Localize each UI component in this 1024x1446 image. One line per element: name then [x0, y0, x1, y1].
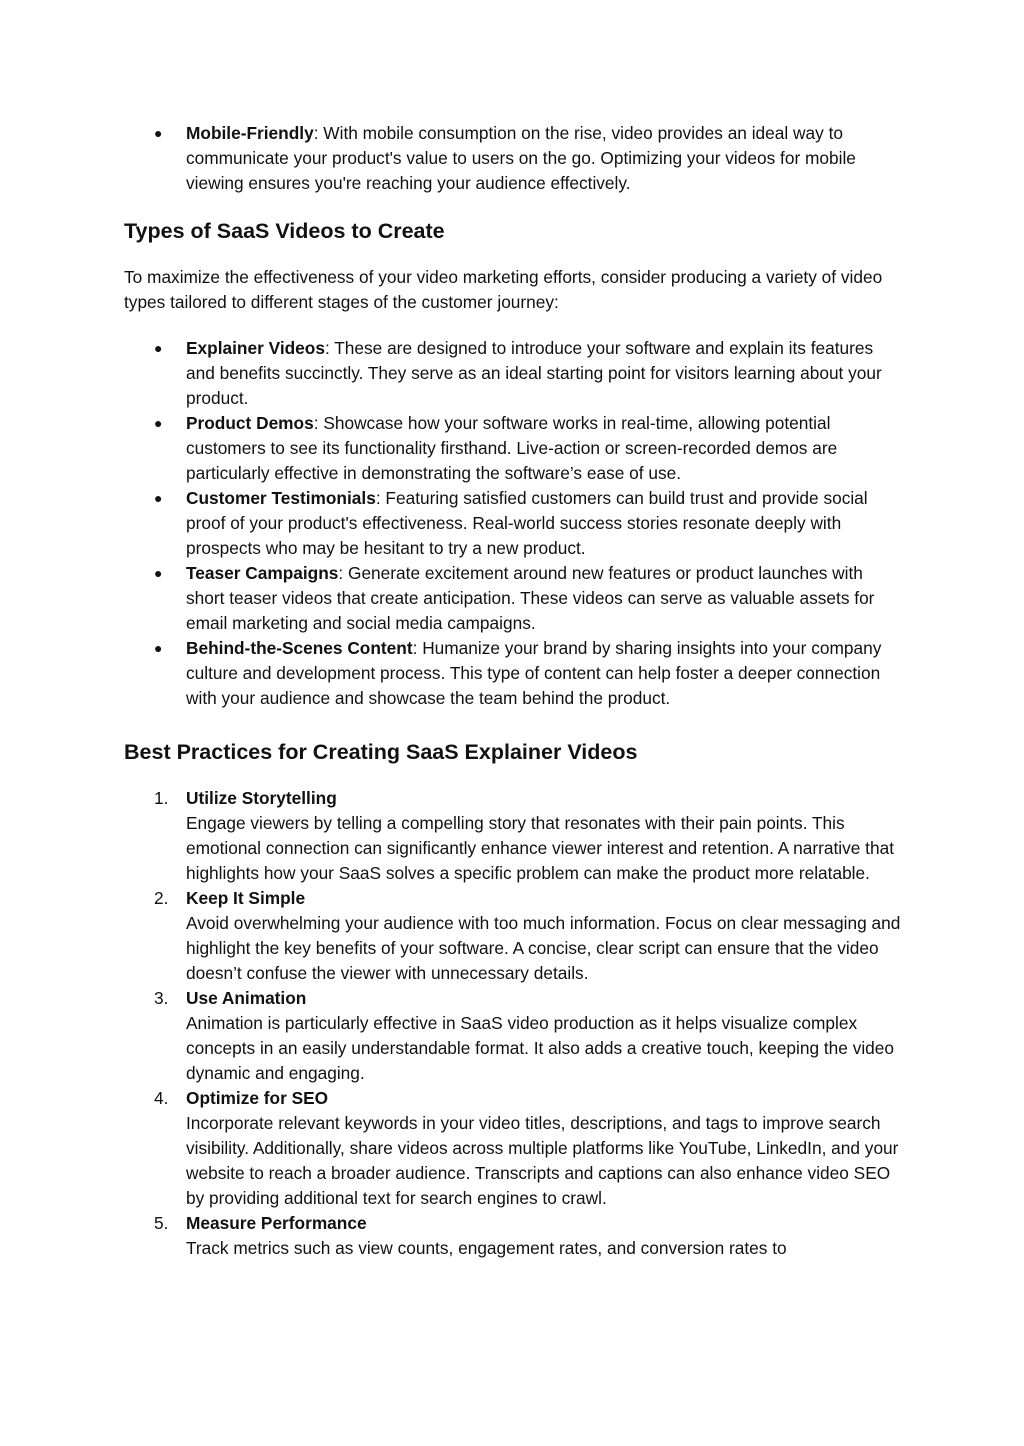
- list-number: 4.: [154, 1088, 169, 1108]
- list-item-text: Incorporate relevant keywords in your video titles, descriptions, and tags to improve search visibility. Additionally, share videos across multiple platforms like YouTube, LinkedIn, and your website to reach a broader audience. Transcripts and captions can also enhance video SEO by providing additional text for search engines to crawl.: [186, 1113, 899, 1208]
- list-number: 1.: [154, 788, 169, 808]
- list-item: [124, 121, 904, 196]
- list-item-text: Animation is particularly effective in SaaS video production as it helps visualize complex concepts in an easily understandable format. It also adds a creative touch, keeping the video dynamic and engaging.: [186, 1013, 895, 1083]
- section-intro-paragraph: To maximize the effectiveness of your video marketing efforts, consider producing a variety of video types tailored to different stages of the customer journey:: [124, 267, 883, 312]
- intro-bullet-list: [124, 121, 904, 196]
- bullet-icon: ●: [154, 340, 163, 356]
- bullet-icon: ●: [154, 640, 163, 656]
- list-item: [124, 1086, 904, 1211]
- list-item-term: Explainer Videos: [186, 338, 325, 358]
- best-practices-list: [124, 786, 904, 1261]
- list-item-term: Behind-the-Scenes Content: [186, 638, 413, 658]
- list-item-title: Use Animation: [186, 988, 307, 1008]
- list-item-title: Utilize Storytelling: [186, 788, 337, 808]
- list-item: [124, 336, 904, 411]
- list-item-term: Product Demos: [186, 413, 314, 433]
- list-item: [124, 561, 904, 636]
- bullet-icon: ●: [154, 490, 163, 506]
- list-item: [124, 486, 904, 561]
- list-item-text: Engage viewers by telling a compelling story that resonates with their pain points. This emotional connection can significantly enhance viewer interest and retention. A narrative that highlights how your SaaS solves a specific problem can make the product more relatable.: [186, 813, 894, 883]
- list-item-text: : Generate excitement around new features or product launches with short teaser videos that create anticipation. These videos can serve as valuable assets for email marketing and social media campaigns.: [186, 563, 875, 633]
- list-item-term: Teaser Campaigns: [186, 563, 339, 583]
- list-number: 3.: [154, 988, 169, 1008]
- list-item: [124, 636, 904, 711]
- list-item-term: Mobile-Friendly: [186, 123, 314, 143]
- list-item: [124, 886, 904, 986]
- section-heading-best-practices: Best Practices for Creating SaaS Explainer Videos: [124, 740, 638, 764]
- list-item-text: : Showcase how your software works in real-time, allowing potential customers to see its functionality firsthand. Live-action or screen-recorded demos are particularly effective in demonstrating the software’s ease of use.: [186, 413, 838, 483]
- list-item-text: Track metrics such as view counts, engagement rates, and conversion rates to: [186, 1238, 787, 1258]
- bullet-icon: ●: [154, 125, 163, 141]
- list-item-term: Customer Testimonials: [186, 488, 376, 508]
- list-number: 5.: [154, 1213, 169, 1233]
- list-item: [124, 411, 904, 486]
- list-item-text: : Humanize your brand by sharing insights into your company culture and development process. This type of content can help foster a deeper connection with your audience and showcase the team behind the product.: [186, 638, 882, 708]
- list-item: [124, 1211, 904, 1261]
- bullet-icon: ●: [154, 565, 163, 581]
- list-number: 2.: [154, 888, 169, 908]
- section-heading-types: Types of SaaS Videos to Create: [124, 219, 445, 243]
- list-item-title: Measure Performance: [186, 1213, 367, 1233]
- list-item-text: Avoid overwhelming your audience with too much information. Focus on clear messaging and highlight the key benefits of your software. A concise, clear script can ensure that the video doesn’t confuse the viewer with unnecessary details.: [186, 913, 901, 983]
- list-item-title: Keep It Simple: [186, 888, 306, 908]
- list-item: [124, 986, 904, 1086]
- list-item-title: Optimize for SEO: [186, 1088, 329, 1108]
- list-item-text: : These are designed to introduce your software and explain its features and benefits succinctly. They serve as an ideal starting point for visitors learning about your product.: [186, 338, 882, 408]
- list-item: [124, 786, 904, 886]
- list-item-text: : Featuring satisfied customers can build trust and provide social proof of your product's effectiveness. Real-world success stories resonate deeply with prospects who may be hesitant to try a new product.: [186, 488, 868, 558]
- list-item-text: : With mobile consumption on the rise, video provides an ideal way to communicate your product's value to users on the go. Optimizing your videos for mobile viewing ensures you're reaching your audience effectively.: [186, 123, 856, 193]
- document-page: [124, 121, 904, 1261]
- video-types-list: [124, 336, 904, 711]
- bullet-icon: ●: [154, 415, 163, 431]
